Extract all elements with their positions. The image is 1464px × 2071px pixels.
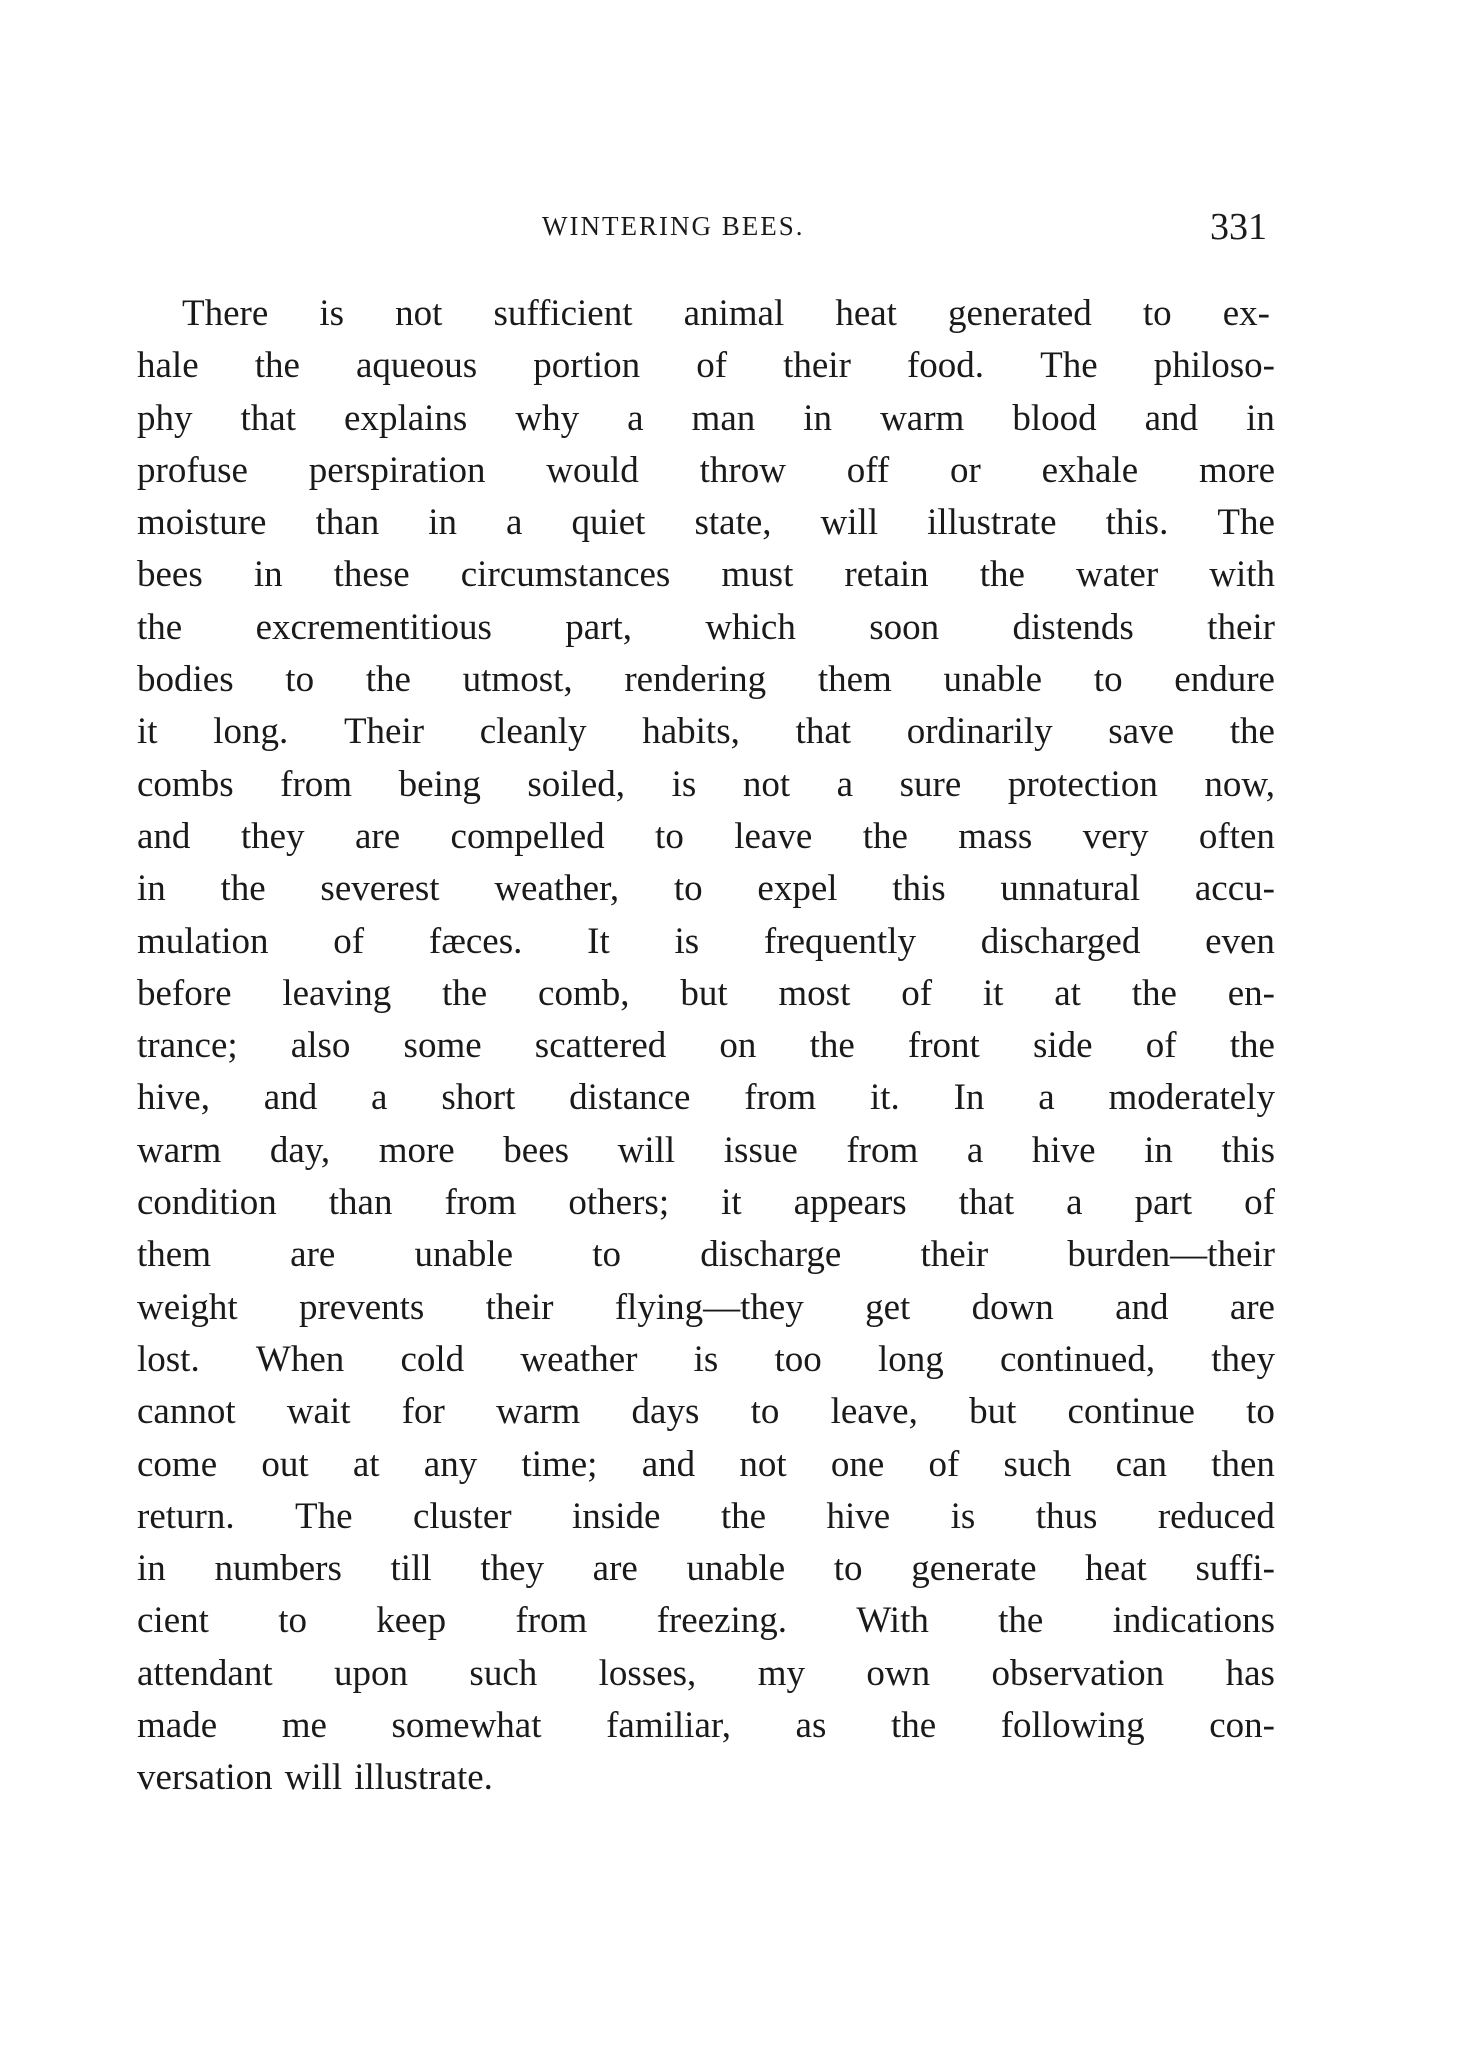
word: unable bbox=[414, 1234, 514, 1276]
word: illustrate bbox=[927, 502, 1057, 544]
text-line bbox=[137, 549, 1275, 601]
word: frequently bbox=[763, 920, 916, 962]
word: sufficient bbox=[493, 293, 633, 334]
word: from bbox=[744, 1077, 817, 1119]
word: long bbox=[877, 1338, 944, 1380]
word: state, bbox=[694, 502, 772, 544]
word: a bbox=[506, 502, 523, 544]
word: can bbox=[1115, 1443, 1167, 1485]
word: somewhat bbox=[391, 1705, 542, 1747]
word: cient bbox=[137, 1600, 209, 1642]
word: the bbox=[862, 815, 908, 857]
word: portion bbox=[533, 345, 641, 387]
word: distance bbox=[569, 1077, 691, 1119]
word: circumstances bbox=[460, 554, 671, 596]
word: losses, bbox=[598, 1652, 697, 1694]
word: flying—they bbox=[614, 1286, 804, 1328]
word: compelled bbox=[450, 815, 605, 857]
word: also bbox=[290, 1025, 351, 1067]
word: When bbox=[255, 1338, 345, 1380]
word: are bbox=[1229, 1286, 1275, 1328]
word: and bbox=[263, 1077, 318, 1119]
page-header bbox=[137, 205, 1275, 255]
word: aqueous bbox=[355, 345, 478, 387]
word: has bbox=[1225, 1652, 1275, 1694]
word: the bbox=[998, 1600, 1044, 1642]
word: to bbox=[750, 1391, 780, 1433]
word: mulation bbox=[137, 920, 269, 962]
word: most bbox=[778, 972, 851, 1014]
text-line bbox=[137, 1282, 1275, 1334]
word: being bbox=[398, 763, 481, 805]
word: own bbox=[866, 1652, 931, 1694]
word: attendant bbox=[137, 1652, 273, 1694]
word: animal bbox=[683, 293, 785, 334]
word: why bbox=[515, 397, 580, 439]
word: The bbox=[1040, 345, 1098, 387]
text-line bbox=[137, 1125, 1275, 1177]
word: weather bbox=[520, 1338, 638, 1380]
word: is bbox=[319, 293, 345, 334]
word: side bbox=[1032, 1025, 1093, 1067]
word: cleanly bbox=[479, 711, 587, 753]
word: hive bbox=[826, 1495, 891, 1537]
word: down bbox=[971, 1286, 1054, 1328]
word: more bbox=[1198, 449, 1275, 491]
word: a bbox=[966, 1129, 984, 1171]
word: trance; bbox=[137, 1025, 238, 1067]
word: inside bbox=[572, 1495, 661, 1537]
word: and bbox=[137, 815, 191, 857]
word: thus bbox=[1035, 1495, 1098, 1537]
word: to bbox=[1246, 1391, 1275, 1433]
word: blood bbox=[1012, 397, 1097, 439]
word: phy bbox=[137, 397, 193, 439]
text-line bbox=[137, 445, 1275, 497]
word: the bbox=[1131, 972, 1177, 1014]
word: which bbox=[705, 606, 796, 648]
word: con- bbox=[1209, 1705, 1275, 1747]
word: the bbox=[365, 659, 411, 701]
word: they bbox=[1211, 1338, 1275, 1380]
word: explains bbox=[344, 397, 468, 439]
word: with bbox=[1209, 554, 1275, 596]
word: than bbox=[328, 1182, 393, 1224]
word: this bbox=[892, 868, 946, 910]
word: the bbox=[137, 606, 183, 648]
word: it. bbox=[869, 1077, 900, 1119]
word: unnatural bbox=[1000, 868, 1141, 910]
word: a bbox=[1066, 1182, 1083, 1224]
word: in bbox=[803, 397, 833, 439]
text-line bbox=[137, 1648, 1275, 1700]
word: out bbox=[261, 1443, 309, 1485]
word: leaving bbox=[282, 972, 392, 1014]
text-line bbox=[137, 759, 1275, 811]
word: excrementitious bbox=[255, 606, 492, 648]
word: following bbox=[1000, 1705, 1145, 1747]
word: at bbox=[1054, 972, 1081, 1014]
word: front bbox=[907, 1025, 980, 1067]
word: There bbox=[182, 293, 269, 334]
word: one bbox=[830, 1443, 885, 1485]
word: discharge bbox=[700, 1234, 842, 1276]
word: some bbox=[403, 1025, 482, 1067]
word: their bbox=[1207, 606, 1275, 648]
word: condition bbox=[137, 1182, 277, 1224]
page-number: 331 bbox=[1210, 206, 1267, 248]
word: appears bbox=[793, 1182, 907, 1224]
word: in bbox=[137, 868, 166, 910]
word: retain bbox=[844, 554, 929, 596]
word: mass bbox=[958, 815, 1033, 857]
word: soon bbox=[869, 606, 940, 648]
word: than bbox=[315, 502, 380, 544]
word: Their bbox=[343, 711, 425, 753]
word: more bbox=[378, 1129, 455, 1171]
word: is bbox=[950, 1495, 976, 1537]
word: perspiration bbox=[308, 449, 486, 491]
word: distends bbox=[1012, 606, 1134, 648]
word: moisture bbox=[137, 502, 267, 544]
text-line bbox=[137, 1700, 1275, 1752]
text-line bbox=[137, 1334, 1275, 1386]
word: moderately bbox=[1108, 1077, 1275, 1119]
word: issue bbox=[723, 1129, 798, 1171]
word: it bbox=[137, 711, 158, 753]
text-line bbox=[137, 1491, 1275, 1543]
text-line bbox=[137, 393, 1275, 445]
word: fæces. bbox=[428, 920, 523, 962]
word: their bbox=[920, 1234, 989, 1276]
text-line bbox=[137, 1177, 1275, 1229]
word: me bbox=[281, 1705, 327, 1747]
word: in bbox=[1246, 397, 1275, 439]
word: get bbox=[865, 1286, 911, 1328]
word: hive bbox=[1031, 1129, 1096, 1171]
word: them bbox=[137, 1234, 211, 1276]
word: of bbox=[901, 972, 933, 1014]
word: unable bbox=[686, 1548, 786, 1590]
word: in bbox=[137, 1548, 166, 1590]
word: these bbox=[333, 554, 410, 596]
word: suffi- bbox=[1195, 1548, 1275, 1590]
word: of bbox=[928, 1443, 960, 1485]
word: continue bbox=[1067, 1391, 1195, 1433]
word: en- bbox=[1227, 972, 1275, 1014]
text-line bbox=[137, 863, 1275, 915]
text-line bbox=[137, 497, 1275, 549]
word: of bbox=[696, 345, 728, 387]
word: The bbox=[295, 1495, 353, 1537]
word: are bbox=[354, 815, 401, 857]
word: then bbox=[1211, 1443, 1275, 1485]
text-line bbox=[137, 968, 1275, 1020]
word: not bbox=[742, 763, 791, 805]
word: such bbox=[469, 1652, 538, 1694]
word: rendering bbox=[624, 659, 767, 701]
word: the bbox=[1229, 711, 1275, 753]
word: prevents bbox=[298, 1286, 425, 1328]
text-line bbox=[137, 1752, 1275, 1804]
word: observation bbox=[991, 1652, 1165, 1694]
word: man bbox=[691, 397, 756, 439]
word: and bbox=[641, 1443, 696, 1485]
word: throw bbox=[699, 449, 786, 491]
word: weight bbox=[137, 1286, 238, 1328]
word: versation bbox=[137, 1757, 273, 1799]
word: my bbox=[757, 1652, 805, 1694]
word: now, bbox=[1204, 763, 1275, 805]
word: till bbox=[390, 1548, 432, 1590]
word: from bbox=[515, 1600, 588, 1642]
word: time; bbox=[521, 1443, 598, 1485]
word: heat bbox=[835, 293, 897, 334]
word: days bbox=[631, 1391, 700, 1433]
word: the bbox=[1229, 1025, 1275, 1067]
word: scattered bbox=[534, 1025, 667, 1067]
word: they bbox=[480, 1548, 545, 1590]
word: warm bbox=[137, 1129, 222, 1171]
word: from bbox=[280, 763, 353, 805]
word: will bbox=[820, 502, 879, 544]
word: a bbox=[836, 763, 854, 805]
word: in bbox=[428, 502, 457, 544]
word: food. bbox=[906, 345, 985, 387]
word: part bbox=[1134, 1182, 1193, 1224]
word: it bbox=[982, 972, 1004, 1014]
word: short bbox=[441, 1077, 516, 1119]
word: the bbox=[979, 554, 1025, 596]
word: of bbox=[1145, 1025, 1177, 1067]
word: heat bbox=[1085, 1548, 1147, 1590]
word: the bbox=[442, 972, 488, 1014]
running-title: WINTERING BEES. bbox=[542, 211, 805, 241]
word: comb, bbox=[538, 972, 630, 1014]
word: is bbox=[674, 920, 700, 962]
word: philoso- bbox=[1153, 345, 1275, 387]
body-text bbox=[137, 288, 1275, 1805]
word: ordinarily bbox=[906, 711, 1053, 753]
word: familiar, bbox=[606, 1705, 731, 1747]
word: the bbox=[254, 345, 300, 387]
word: to bbox=[673, 868, 703, 910]
word: this bbox=[1221, 1129, 1275, 1171]
word: bees bbox=[503, 1129, 570, 1171]
word: upon bbox=[334, 1652, 409, 1694]
word: will bbox=[617, 1129, 676, 1171]
word: warm bbox=[496, 1391, 581, 1433]
word: severest bbox=[320, 868, 440, 910]
word: In bbox=[953, 1077, 985, 1119]
text-line bbox=[137, 706, 1275, 758]
word: freezing. bbox=[656, 1600, 788, 1642]
text-line bbox=[137, 654, 1275, 706]
word: in bbox=[253, 554, 283, 596]
word: not bbox=[739, 1443, 787, 1485]
word: quiet bbox=[571, 502, 646, 544]
word: not bbox=[395, 293, 443, 334]
text-line bbox=[137, 1595, 1275, 1647]
word: habits, bbox=[642, 711, 740, 753]
text-line bbox=[137, 288, 1270, 340]
word: lost. bbox=[137, 1338, 200, 1380]
word: sure bbox=[899, 763, 962, 805]
word: that bbox=[958, 1182, 1015, 1224]
word: the bbox=[220, 868, 266, 910]
word: it bbox=[721, 1182, 742, 1224]
word: soiled, bbox=[527, 763, 626, 805]
word: hive, bbox=[137, 1077, 210, 1119]
word: cluster bbox=[412, 1495, 512, 1537]
word: is bbox=[693, 1338, 719, 1380]
word: and bbox=[1144, 397, 1199, 439]
word: generated bbox=[948, 293, 1092, 334]
word: reduced bbox=[1157, 1495, 1275, 1537]
word: is bbox=[671, 763, 697, 805]
word: water bbox=[1075, 554, 1159, 596]
word: the bbox=[809, 1025, 855, 1067]
word: wait bbox=[286, 1391, 351, 1433]
word: a bbox=[627, 397, 644, 439]
word: cannot bbox=[137, 1391, 236, 1433]
word: must bbox=[721, 554, 794, 596]
text-line bbox=[137, 1439, 1275, 1491]
word: or bbox=[950, 449, 981, 491]
word: the bbox=[720, 1495, 767, 1537]
text-line bbox=[137, 1386, 1275, 1438]
word: to bbox=[285, 659, 315, 701]
word: even bbox=[1205, 920, 1275, 962]
word: but bbox=[680, 972, 728, 1014]
word: that bbox=[240, 397, 296, 439]
word: often bbox=[1198, 815, 1275, 857]
word: on bbox=[719, 1025, 757, 1067]
word: keep bbox=[376, 1600, 447, 1642]
word: for bbox=[401, 1391, 445, 1433]
word: a bbox=[371, 1077, 388, 1119]
word: utmost, bbox=[462, 659, 573, 701]
word: to bbox=[278, 1600, 307, 1642]
word: to bbox=[655, 815, 684, 857]
word: It bbox=[587, 920, 610, 962]
word: discharged bbox=[980, 920, 1141, 962]
word: from bbox=[846, 1129, 919, 1171]
word: a bbox=[1038, 1077, 1055, 1119]
word: off bbox=[846, 449, 890, 491]
word: profuse bbox=[137, 449, 248, 491]
word: at bbox=[352, 1443, 380, 1485]
word: burden—their bbox=[1067, 1234, 1275, 1276]
word: The bbox=[1217, 502, 1275, 544]
text-line bbox=[137, 1072, 1275, 1124]
text-line bbox=[137, 1020, 1275, 1072]
text-line bbox=[137, 1543, 1275, 1595]
word: but bbox=[969, 1391, 1017, 1433]
word: and bbox=[1115, 1286, 1169, 1328]
text-line bbox=[137, 811, 1275, 863]
word: are bbox=[592, 1548, 638, 1590]
word: others; bbox=[568, 1182, 670, 1224]
word: unable bbox=[943, 659, 1043, 701]
word: any bbox=[423, 1443, 478, 1485]
word: before bbox=[137, 972, 232, 1014]
word: such bbox=[1003, 1443, 1072, 1485]
text-line bbox=[137, 916, 1275, 968]
word: With bbox=[856, 1600, 929, 1642]
word: to bbox=[1142, 293, 1172, 334]
word: their bbox=[783, 345, 851, 387]
word: as bbox=[795, 1705, 827, 1747]
word: that bbox=[795, 711, 852, 753]
text-line bbox=[137, 1229, 1275, 1281]
word: come bbox=[137, 1443, 218, 1485]
word: to bbox=[833, 1548, 863, 1590]
word: leave bbox=[734, 815, 813, 857]
word: too bbox=[774, 1338, 822, 1380]
word: protection bbox=[1007, 763, 1158, 805]
word: long. bbox=[213, 711, 289, 753]
word: combs bbox=[137, 763, 234, 805]
word: bees bbox=[137, 554, 203, 596]
word: expel bbox=[757, 868, 838, 910]
word: day, bbox=[269, 1129, 331, 1171]
word: cold bbox=[400, 1338, 465, 1380]
word: illustrate. bbox=[354, 1757, 493, 1799]
word: endure bbox=[1174, 659, 1275, 701]
word: warm bbox=[880, 397, 965, 439]
word: part, bbox=[565, 606, 633, 648]
word: in bbox=[1144, 1129, 1173, 1171]
word: from bbox=[444, 1182, 517, 1224]
word: of bbox=[333, 920, 365, 962]
word: very bbox=[1082, 815, 1149, 857]
word: continued, bbox=[999, 1338, 1156, 1380]
word: indications bbox=[1112, 1600, 1275, 1642]
text-line bbox=[137, 340, 1275, 392]
word: are bbox=[290, 1234, 336, 1276]
word: bodies bbox=[137, 659, 234, 701]
word: to bbox=[592, 1234, 622, 1276]
word: made bbox=[137, 1705, 218, 1747]
word: exhale bbox=[1041, 449, 1139, 491]
word: will bbox=[284, 1757, 343, 1799]
word: accu- bbox=[1194, 868, 1275, 910]
word: weather, bbox=[494, 868, 620, 910]
word: numbers bbox=[214, 1548, 342, 1590]
word: of bbox=[1244, 1182, 1275, 1224]
word: return. bbox=[137, 1495, 235, 1537]
word: hale bbox=[137, 345, 199, 387]
word: generate bbox=[911, 1548, 1037, 1590]
word: they bbox=[240, 815, 305, 857]
word: them bbox=[817, 659, 892, 701]
word: save bbox=[1108, 711, 1175, 753]
word: ex- bbox=[1222, 293, 1270, 334]
word: would bbox=[546, 449, 639, 491]
word: leave, bbox=[830, 1391, 918, 1433]
word: this. bbox=[1105, 502, 1169, 544]
word: to bbox=[1093, 659, 1123, 701]
word: the bbox=[890, 1705, 937, 1747]
word: their bbox=[485, 1286, 554, 1328]
text-line bbox=[137, 602, 1275, 654]
